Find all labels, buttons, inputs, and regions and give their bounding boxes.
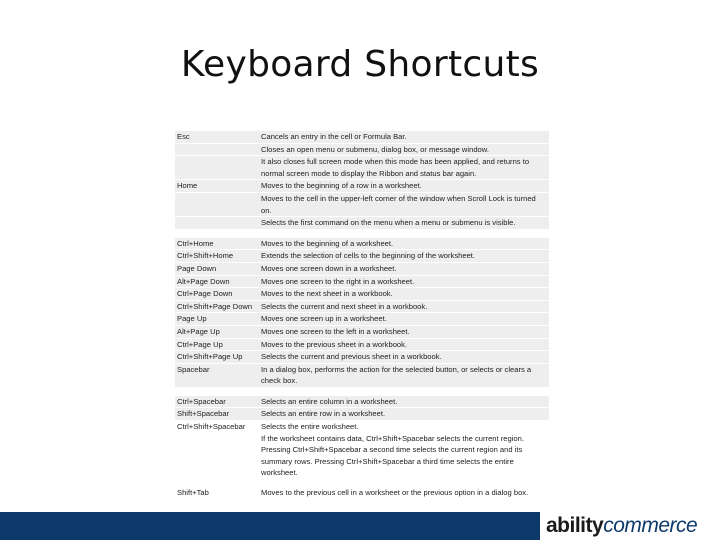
shortcut-key: Ctrl+Shift+Page Up xyxy=(175,351,259,364)
shortcut-row xyxy=(175,338,549,351)
shortcut-key xyxy=(175,433,259,479)
shortcut-description: Moves to the previous cell in a worksheet or the previous option in a dialog box. xyxy=(261,488,529,498)
shortcut-row xyxy=(175,250,549,263)
shortcut-key xyxy=(175,143,259,156)
shortcut-description: Selects the current and next sheet in a workbook. xyxy=(259,300,549,313)
shortcut-key xyxy=(175,217,259,230)
footer-bar xyxy=(0,512,540,540)
page-title: Keyboard Shortcuts xyxy=(180,44,540,85)
spacer-cell xyxy=(175,229,549,238)
shortcut-row xyxy=(175,300,549,313)
logo-text-ability: ability xyxy=(546,514,604,537)
shortcut-key: Page Down xyxy=(175,262,259,275)
shortcut-row xyxy=(175,192,549,216)
shortcut-row xyxy=(175,363,549,387)
shortcut-row xyxy=(175,262,549,275)
shortcut-description: Cancels an entry in the cell or Formula Bar. xyxy=(259,131,549,143)
shortcuts-table xyxy=(175,131,549,499)
shortcut-description: Selects an entire row in a worksheet. xyxy=(259,408,549,421)
shortcut-row xyxy=(175,351,549,364)
shortcut-row xyxy=(175,238,549,250)
shortcut-key xyxy=(175,192,259,216)
shortcut-description: Selects the first command on the menu when a menu or submenu is visible. xyxy=(259,217,549,230)
shortcut-description: It also closes full screen mode when this mode has been applied, and returns to normal screen mode to display the Ribbon and status bar again. xyxy=(259,156,549,180)
shortcut-key xyxy=(175,156,259,180)
shortcut-description: Selects the current and previous sheet in a workbook. xyxy=(259,351,549,364)
row-spacer xyxy=(175,479,549,487)
shortcut-row xyxy=(175,487,549,499)
shortcut-description: Moves to the next sheet in a workbook. xyxy=(259,288,549,301)
shortcut-key: Alt+Page Down xyxy=(175,275,259,288)
shortcut-key: Shift+Tab xyxy=(177,488,209,498)
logo-text-commerce: commerce xyxy=(603,514,698,537)
shortcut-key: Ctrl+Shift+Home xyxy=(175,250,259,263)
shortcut-key: Home xyxy=(175,180,259,193)
shortcut-row xyxy=(175,143,549,156)
shortcut-description: Moves one screen to the left in a worksheet. xyxy=(259,325,549,338)
shortcut-description: Extends the selection of cells to the beginning of the worksheet. xyxy=(259,250,549,263)
shortcut-description: Moves one screen to the right in a worksheet. xyxy=(259,275,549,288)
shortcut-description: Moves to the previous sheet in a workbook. xyxy=(259,338,549,351)
shortcut-description: Moves to the beginning of a row in a worksheet. xyxy=(259,180,549,193)
shortcut-row xyxy=(175,131,549,143)
shortcut-description: If the worksheet contains data, Ctrl+Shift+Spacebar selects the current region. Pressing Ctrl+Shift+Spacebar a second time selects the current region and its summary rows. Pressing Ctrl+Shift+Spacebar a third time selects the entire worksheet. xyxy=(261,433,524,478)
spacer-cell xyxy=(175,387,549,396)
spacer-cell xyxy=(175,479,549,487)
shortcut-description: Selects an entire column in a worksheet. xyxy=(259,396,549,408)
shortcut-key: Ctrl+Shift+Page Down xyxy=(175,300,259,313)
shortcut-key: Ctrl+Spacebar xyxy=(175,396,259,408)
shortcut-key: Page Up xyxy=(175,313,259,326)
shortcut-key: Esc xyxy=(175,131,259,143)
shortcut-key: Spacebar xyxy=(175,363,259,387)
shortcut-row xyxy=(175,421,549,433)
shortcut-row xyxy=(175,217,549,230)
shortcut-description: In a dialog box, performs the action for the selected button, or selects or clears a check box. xyxy=(259,363,549,387)
row-spacer xyxy=(175,229,549,238)
shortcut-row xyxy=(175,396,549,408)
shortcut-description: Moves one screen down in a worksheet. xyxy=(259,262,549,275)
shortcut-row xyxy=(175,180,549,193)
shortcut-row xyxy=(175,313,549,326)
shortcut-description: Closes an open menu or submenu, dialog box, or message window. xyxy=(259,143,549,156)
shortcut-description: Moves to the cell in the upper-left corner of the window when Scroll Lock is turned on. xyxy=(259,192,549,216)
shortcut-key: Ctrl+Page Up xyxy=(175,338,259,351)
ability-commerce-logo xyxy=(546,514,720,538)
shortcuts-table-body xyxy=(175,131,549,499)
shortcut-row xyxy=(175,408,549,421)
shortcut-description: Moves one screen up in a worksheet. xyxy=(259,313,549,326)
shortcut-row xyxy=(175,325,549,338)
shortcut-row xyxy=(175,433,549,479)
shortcut-key: Ctrl+Shift+Spacebar xyxy=(177,422,246,432)
shortcut-row xyxy=(175,156,549,180)
shortcut-key: Alt+Page Up xyxy=(175,325,259,338)
shortcut-description: Moves to the beginning of a worksheet. xyxy=(259,238,549,250)
shortcut-key: Ctrl+Home xyxy=(175,238,259,250)
shortcut-key: Ctrl+Page Down xyxy=(175,288,259,301)
shortcut-row xyxy=(175,275,549,288)
shortcut-row xyxy=(175,288,549,301)
shortcut-description: Selects the entire worksheet. xyxy=(261,422,359,432)
row-spacer xyxy=(175,387,549,396)
shortcut-key: Shift+Spacebar xyxy=(175,408,259,421)
